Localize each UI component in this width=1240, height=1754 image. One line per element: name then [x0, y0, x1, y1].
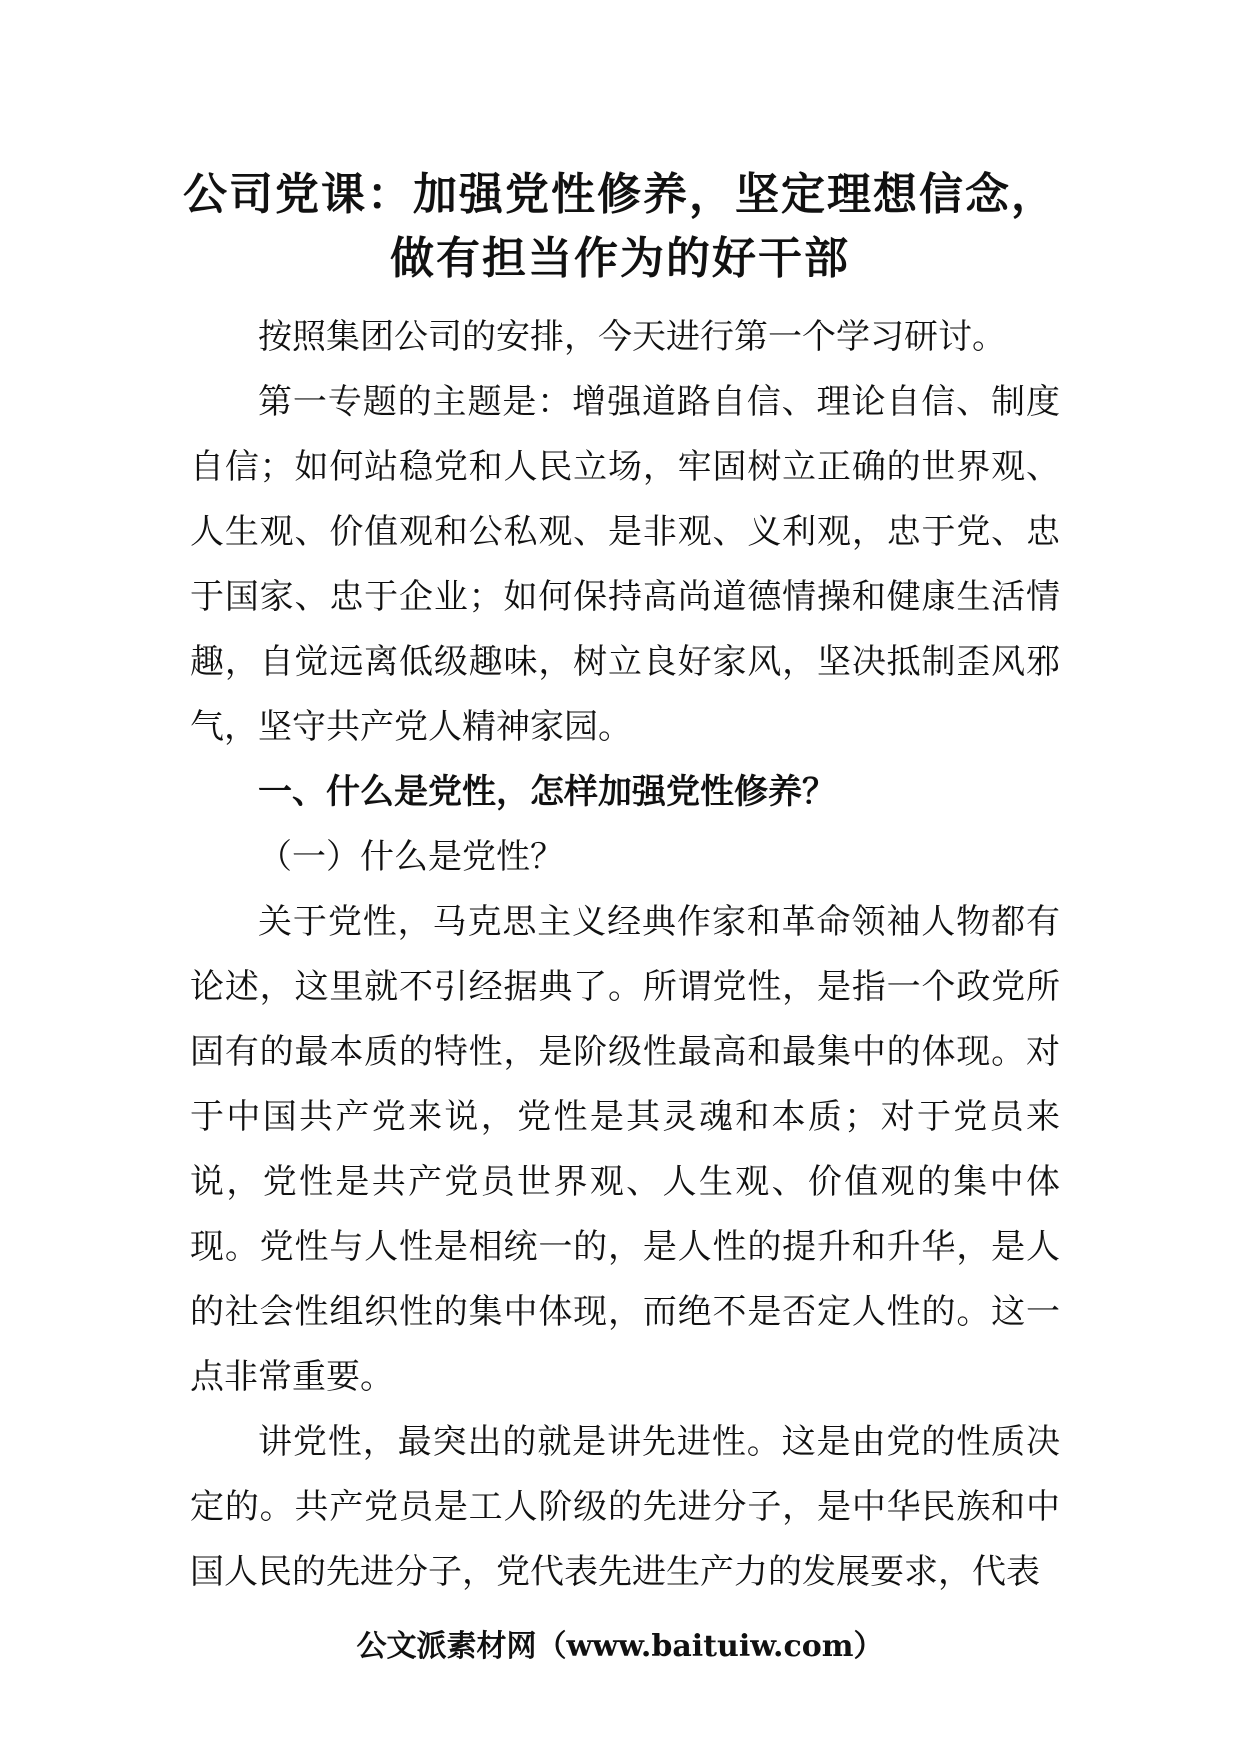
subsection-heading-1: （一）什么是党性？ [258, 837, 564, 877]
footer-watermark: 公文派素材网（www.baituiw.com） [356, 1629, 884, 1664]
paragraph-advancement: 讲党性，最突出的就是讲先进性。这是由党的性质决定的。共产党员是工人阶级的先进分子，是中华民族和中国人民的先进分子，党代表先进生产力的发展要求，代表 [190, 1422, 1060, 1592]
document-body [190, 305, 1060, 1605]
paragraph-party-nature: 关于党性，马克思主义经典作家和革命领袖人物都有论述，这里就不引经据典了。所谓党性，是指一个政党所固有的最本质的特性，是阶级性最高和最集中的体现。对于中国共产党来说，党性是其灵魂和本质；对于党员来说，党性是共产党员世界观、人生观、价值观的集中体现。党性与人性是相统一的，是人性的提升和升华，是人的社会性组织性的集中体现，而绝不是否定人性的。这一点非常重要。 [190, 902, 1060, 1397]
document-title: 公司党课：加强党性修养，坚定理想信念，做有担当作为的好干部 [183, 169, 1057, 284]
paragraph-topic: 第一专题的主题是：增强道路自信、理论自信、制度自信；如何站稳党和人民立场，牢固树立正确的世界观、人生观、价值观和公私观、是非观、义利观，忠于党、忠于国家、忠于企业；如何保持高尚道德情操和健康生活情趣，自觉远离低级趣味，树立良好家风，坚决抵制歪风邪气，坚守共产党人精神家园。 [190, 382, 1060, 747]
paragraph-intro: 按照集团公司的安排，今天进行第一个学习研讨。 [258, 317, 1006, 357]
section-heading-1: 一、什么是党性，怎样加强党性修养？ [258, 772, 836, 812]
